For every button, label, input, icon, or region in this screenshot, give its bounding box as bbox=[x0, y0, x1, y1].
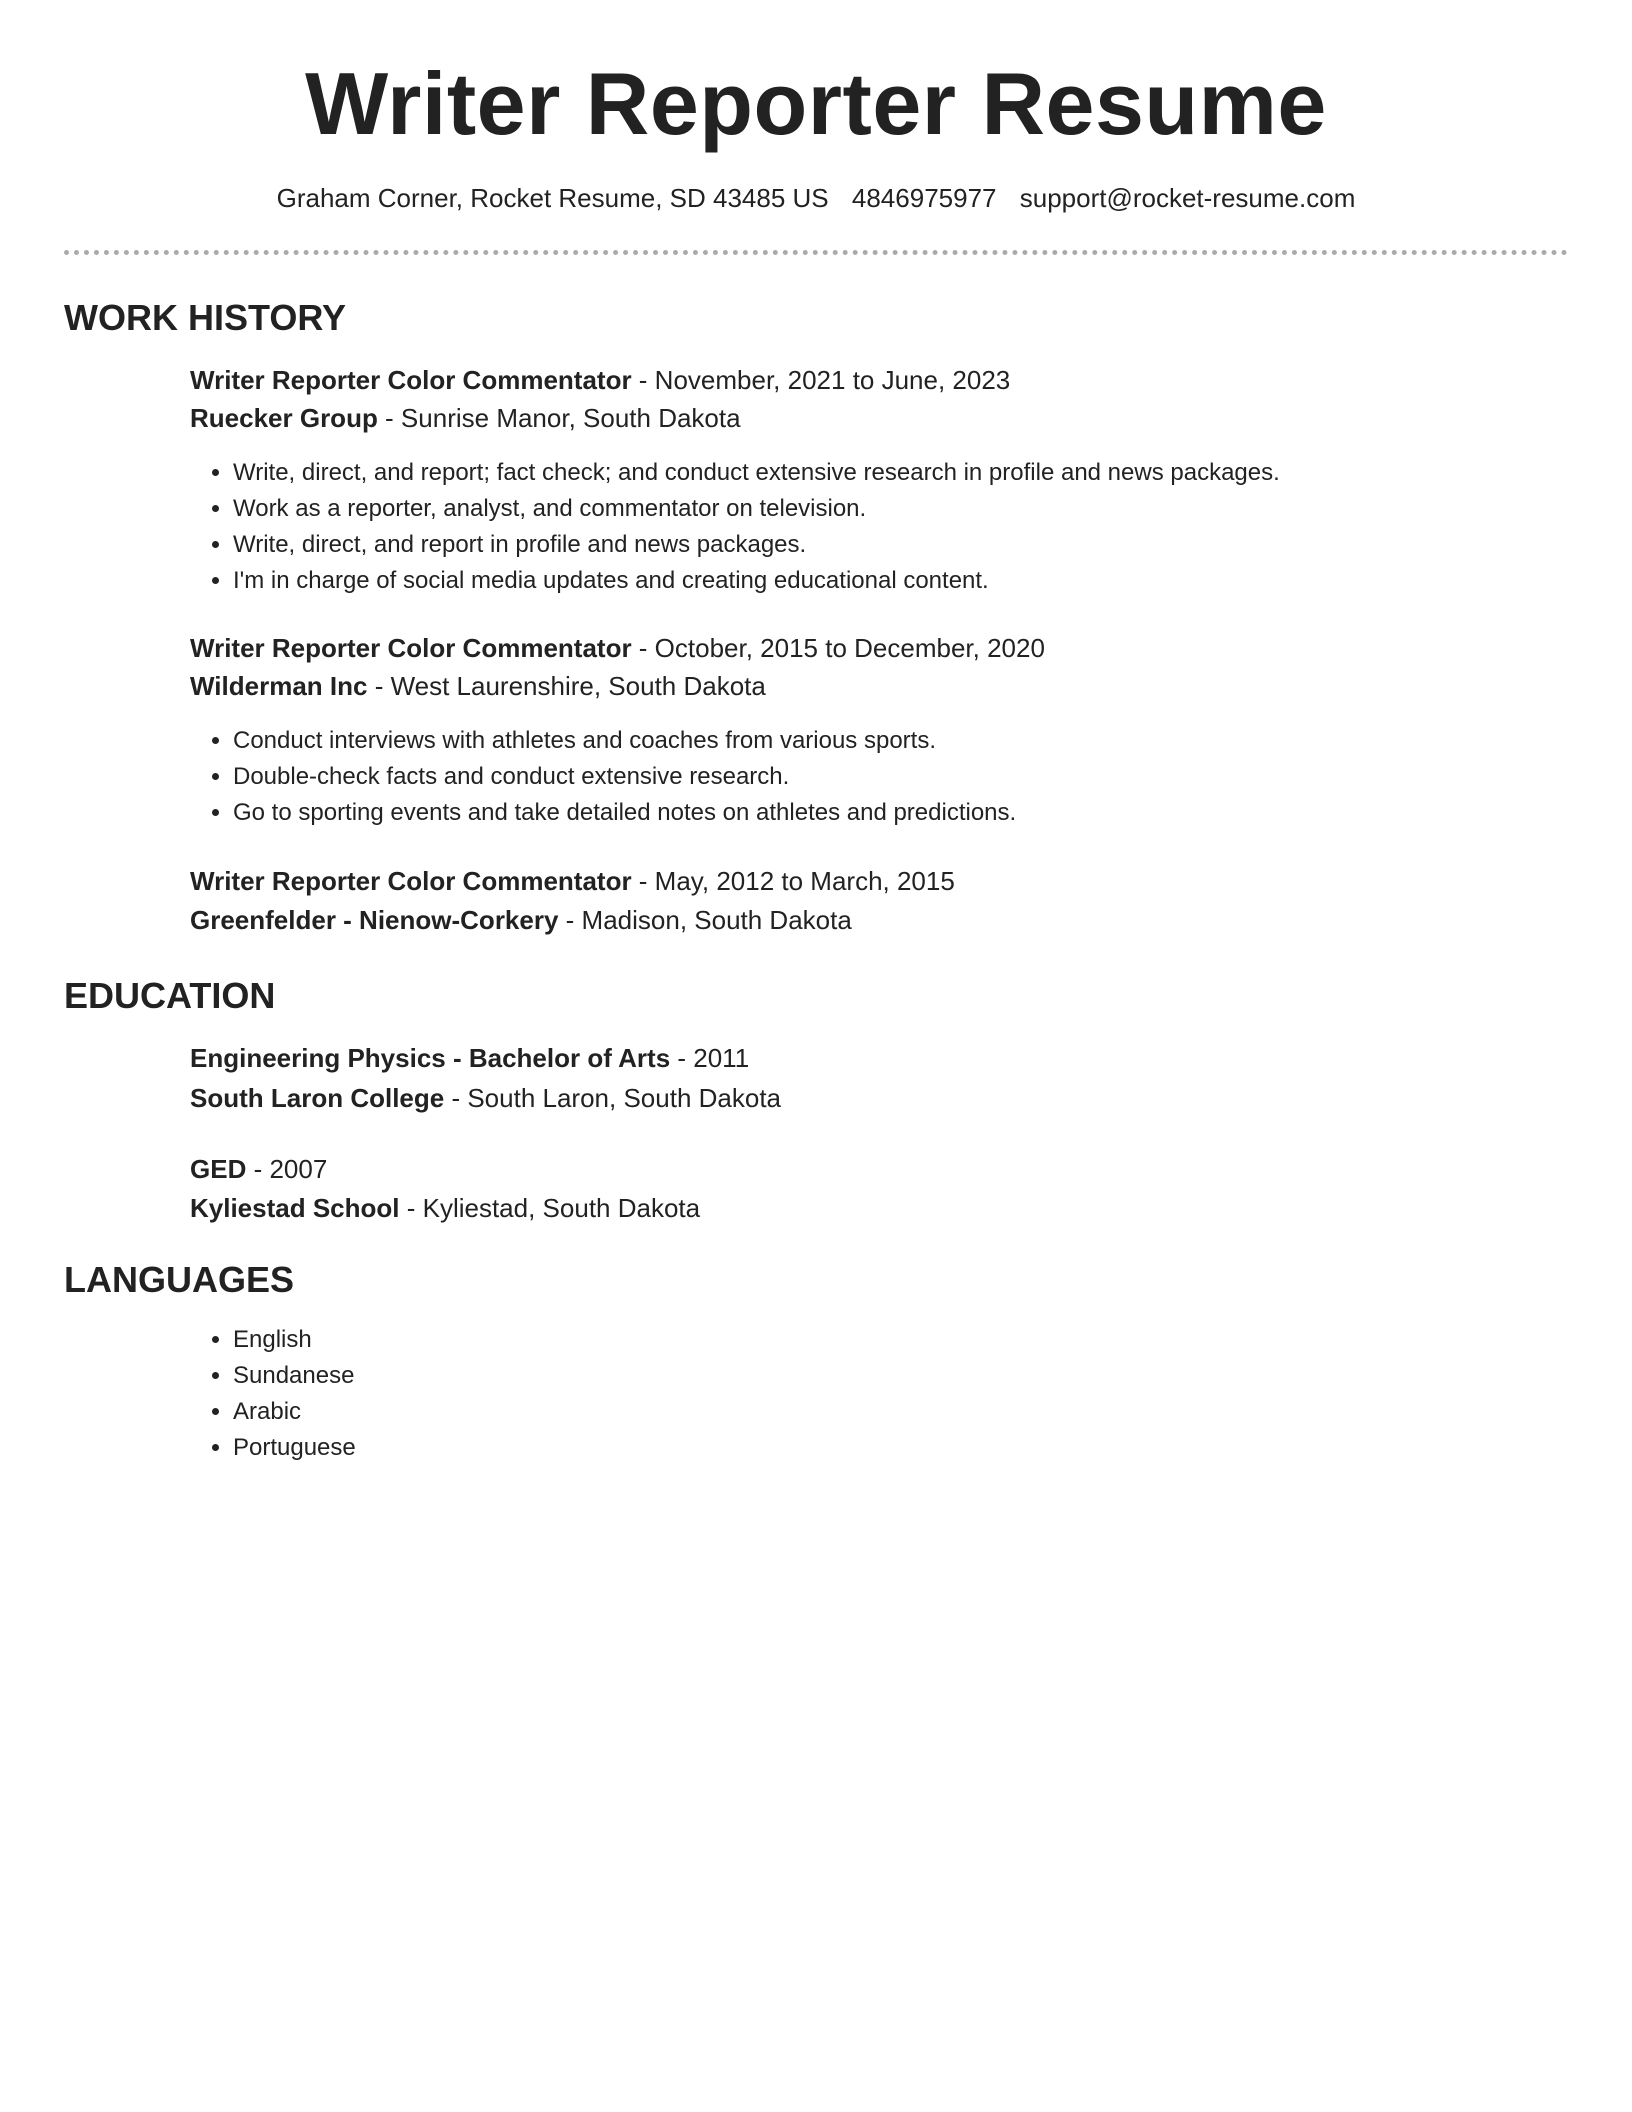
job-company-line bbox=[190, 400, 741, 436]
list-item: • Go to sporting events and take detailed notes on athletes and predictions. bbox=[233, 795, 1016, 831]
job-company: Wilderman Inc bbox=[190, 671, 368, 701]
education-school-line bbox=[190, 1080, 781, 1116]
job-role: Writer Reporter Color Commentator bbox=[190, 866, 632, 896]
job-location: - West Laurenshire, South Dakota bbox=[367, 671, 766, 701]
list-item: • Write, direct, and report; fact check; and conduct extensive research in profile and news packages. bbox=[233, 455, 1280, 491]
education-location: - South Laron, South Dakota bbox=[444, 1083, 782, 1113]
section-heading-languages: LANGUAGES bbox=[64, 1259, 295, 1300]
education-school: Kyliestad School bbox=[190, 1193, 400, 1223]
education-degree-line bbox=[190, 1151, 327, 1187]
job-dates: - November, 2021 to June, 2023 bbox=[631, 365, 1011, 395]
contact-email: support@rocket-resume.com bbox=[1019, 183, 1356, 213]
section-heading-work-history: WORK HISTORY bbox=[64, 297, 347, 338]
contact-line bbox=[0, 180, 1632, 216]
education-location: - Kyliestad, South Dakota bbox=[399, 1193, 701, 1223]
job-dates: - October, 2015 to December, 2020 bbox=[631, 633, 1045, 663]
list-item: • Double-check facts and conduct extensive research. bbox=[233, 759, 1016, 795]
job-duties-list bbox=[190, 455, 1280, 599]
education-school: South Laron College bbox=[190, 1083, 445, 1113]
list-item: • English bbox=[233, 1322, 356, 1358]
section-heading-education: EDUCATION bbox=[64, 975, 276, 1016]
job-title-line bbox=[190, 630, 1045, 666]
education-degree: Engineering Physics - Bachelor of Arts bbox=[190, 1043, 671, 1073]
education-year: - 2007 bbox=[246, 1154, 328, 1184]
job-location: - Sunrise Manor, South Dakota bbox=[377, 403, 741, 433]
job-company-line bbox=[190, 668, 766, 704]
list-item: • Sundanese bbox=[233, 1358, 356, 1394]
job-role: Writer Reporter Color Commentator bbox=[190, 633, 632, 663]
job-title-line bbox=[190, 362, 1010, 398]
job-role: Writer Reporter Color Commentator bbox=[190, 365, 632, 395]
job-duties-list bbox=[190, 723, 1016, 831]
contact-address: Graham Corner, Rocket Resume, SD 43485 US bbox=[276, 183, 829, 213]
education-degree: GED bbox=[190, 1154, 247, 1184]
list-item: • Write, direct, and report in profile and news packages. bbox=[233, 527, 1280, 563]
job-title-line bbox=[190, 863, 955, 899]
list-item: • Portuguese bbox=[233, 1430, 356, 1466]
job-dates: - May, 2012 to March, 2015 bbox=[631, 866, 955, 896]
education-year: - 2011 bbox=[670, 1043, 750, 1073]
languages-list bbox=[190, 1322, 356, 1466]
job-location: - Madison, South Dakota bbox=[558, 905, 852, 935]
header-divider bbox=[64, 250, 1568, 255]
job-company-line bbox=[190, 902, 852, 938]
list-item: • Conduct interviews with athletes and coaches from various sports. bbox=[233, 723, 1016, 759]
job-company: Greenfelder - Nienow-Corkery bbox=[190, 905, 559, 935]
list-item: • Arabic bbox=[233, 1394, 356, 1430]
education-school-line bbox=[190, 1190, 700, 1226]
list-item: • Work as a reporter, analyst, and commentator on television. bbox=[233, 491, 1280, 527]
contact-phone: 4846975977 bbox=[851, 183, 997, 213]
page-title: Writer Reporter Resume bbox=[305, 54, 1327, 153]
job-company: Ruecker Group bbox=[190, 403, 378, 433]
list-item: • I'm in charge of social media updates and creating educational content. bbox=[233, 563, 1280, 599]
education-degree-line bbox=[190, 1040, 749, 1076]
